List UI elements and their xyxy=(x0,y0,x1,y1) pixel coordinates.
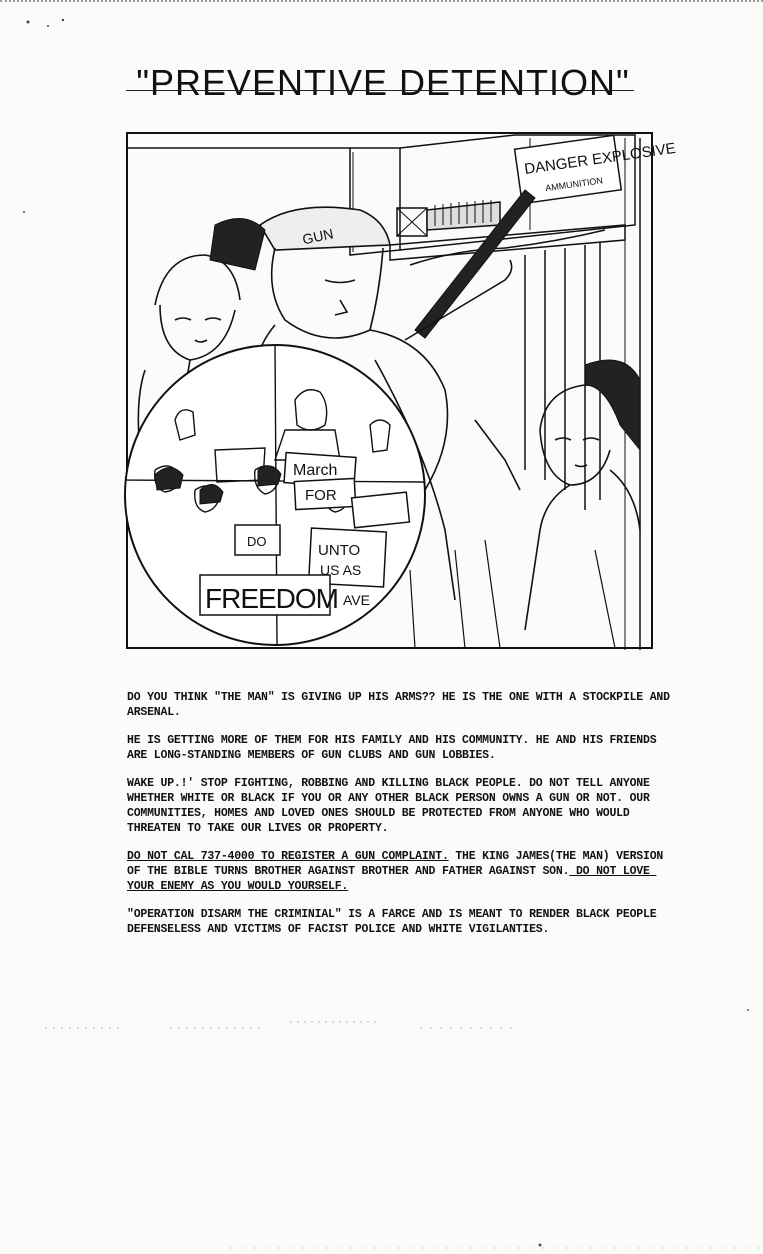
boy-hair xyxy=(585,360,640,450)
placard-do: DO xyxy=(247,534,267,549)
boy-figure xyxy=(475,385,640,630)
placard-for: FOR xyxy=(305,487,337,504)
sign-ammo-text: AMMUNITION xyxy=(544,175,604,194)
page-title: "PREVENTIVE DETENTION" xyxy=(136,62,630,104)
paragraph-2: HE IS GETTING MORE OF THEM FOR HIS FAMILY AND HIS COMMUNITY. HE AND HIS FRIENDS ARE LONG-STANDING MEMBERS OF GUN CLUBS AND GUN LOBBIES. xyxy=(127,734,664,762)
paragraph-5: "OPERATION DISARM THE CRIMINIAL" IS A FARCE AND IS MEANT TO RENDER BLACK PEOPLE DEFENSELESS AND VICTIMS OF FACIST POLICE AND WHITE VIGILANTIES. xyxy=(127,908,664,936)
sign-danger-text: DANGER EXPLOSIVE xyxy=(523,139,677,178)
hanging-rifles xyxy=(410,230,605,510)
placard-us-as: US AS xyxy=(320,562,362,578)
title-underline xyxy=(126,90,634,91)
cap-text: GUN xyxy=(300,225,335,248)
freedom-banner: FREEDOM xyxy=(205,583,338,614)
placard-unto: UNTO xyxy=(318,542,361,559)
paragraph-1: DO YOU THINK "THE MAN" IS GIVING UP HIS ARMS?? HE IS THE ONE WITH A STOCKPILE AND ARSENAL. xyxy=(127,691,677,719)
phone-warning: DO NOT CAL 737-4000 TO REGISTER A GUN COMPLAINT. xyxy=(127,850,449,863)
ammo-rack xyxy=(427,202,500,230)
enemy-sentence: DO NOT LOVE YOUR ENEMY AS YOU WOULD YOURSELF. xyxy=(127,865,657,893)
scan-dotted-border xyxy=(0,0,763,5)
paragraph-4 xyxy=(127,849,672,894)
placard-march: March xyxy=(293,462,338,479)
body-text xyxy=(127,690,677,950)
paragraph-3: WAKE UP.!' STOP FIGHTING, ROBBING AND KILLING BLACK PEOPLE. DO NOT TELL ANYONE WHETHER WHITE OR BLACK IF YOU OR ANY OTHER BLACK PERSON OWNS A GUN OR NOT. OUR COMMUNITIES, HOMES AND LOVED ONES SHOULD BE PROTECTED FROM ANYONE WHO WOULD THREATEN TO TAKE OUR LIVES OR PROPERTY. xyxy=(127,777,657,835)
protest-illustration xyxy=(125,130,677,650)
bible-sentence: THE KING JAMES(THE MAN) VERSION OF THE BIBLE TURNS BROTHER AGAINST BROTHER AND FATHER AGAINST SON. xyxy=(127,850,670,878)
placard-ave: AVE xyxy=(343,592,370,608)
second-figure-hair xyxy=(210,219,265,270)
